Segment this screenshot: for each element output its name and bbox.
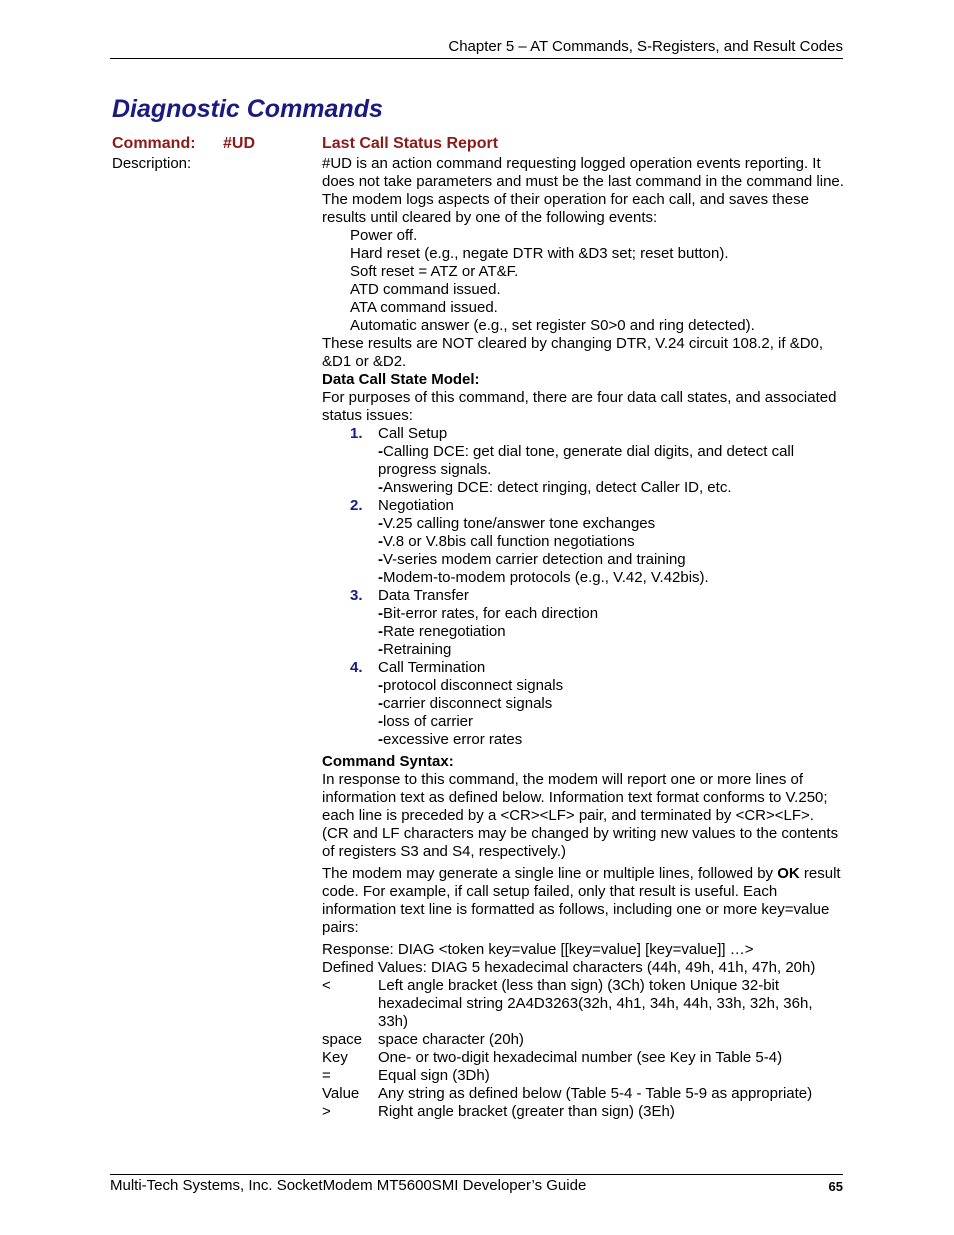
definition-text: Right angle bracket (greater than sign) (3Eh): [378, 1103, 675, 1120]
state-name: Call Termination: [378, 659, 486, 676]
state-item: [322, 659, 844, 677]
state-subitem: -Modem-to-modem protocols (e.g., V.42, V.42bis).: [378, 569, 709, 586]
event-item: Soft reset = ATZ or AT&F.: [350, 263, 519, 280]
paragraph: In response to this command, the modem will report one or more lines of information text as defined below. Information text format conforms to V.250; each line is preceded by a <CR><LF> pair, and terminated by <CR><LF>. (CR and LF characters may be changed by writing new values to the contents of registers S3 and S4, respectively.): [322, 771, 839, 860]
definition-text: One- or two-digit hexadecimal number (see Key in Table 5-4): [378, 1049, 783, 1066]
description-body: [322, 155, 844, 1121]
state-subitem: -protocol disconnect signals: [378, 677, 564, 694]
state-name: Call Setup: [378, 425, 448, 442]
state-name: Negotiation: [378, 497, 454, 514]
state-subitem: -excessive error rates: [378, 731, 523, 748]
definition-term: Key: [322, 1049, 348, 1066]
state-item: [322, 425, 844, 443]
state-name: Data Transfer: [378, 587, 469, 604]
defined-values: Defined Values: DIAG 5 hexadecimal characters (44h, 49h, 41h, 47h, 20h): [322, 959, 816, 976]
state-subitem: -Retraining: [378, 641, 452, 658]
state-number: 3.: [350, 587, 363, 604]
command-label: Command:: [112, 135, 196, 152]
definition-term: Value: [322, 1085, 360, 1102]
response-format: Response: DIAG <token key=value [[key=value] [key=value]] …>: [322, 941, 754, 958]
state-subitem: -V.8 or V.8bis call function negotiations: [378, 533, 635, 550]
state-subitem: -V.25 calling tone/answer tone exchanges: [378, 515, 656, 532]
command-title: Last Call Status Report: [322, 135, 499, 152]
footer-title: Multi-Tech Systems, Inc. SocketModem MT5600SMI Developer’s Guide: [110, 1177, 587, 1194]
event-item: ATA command issued.: [350, 299, 498, 316]
description-label: Description:: [112, 155, 192, 172]
paragraph: #UD is an action command requesting logged operation events reporting. It does not take parameters and must be the last command in the command line.: [322, 155, 844, 190]
header-divider: [110, 58, 843, 59]
state-subitem: -carrier disconnect signals: [378, 695, 553, 712]
definition-term: space: [322, 1031, 363, 1048]
event-item: ATD command issued.: [350, 281, 501, 298]
command-code: #UD: [223, 135, 256, 152]
page-number: 65: [828, 1179, 843, 1194]
definition-list: [322, 977, 844, 1121]
event-item: Power off.: [350, 227, 418, 244]
syntax-heading: Command Syntax:: [322, 753, 454, 770]
state-item: [322, 587, 844, 605]
definition-text: Equal sign (3Dh): [378, 1067, 490, 1084]
state-subitem: -V-series modem carrier detection and training: [378, 551, 686, 568]
state-number: 4.: [350, 659, 363, 676]
state-subitem: -Rate renegotiation: [378, 623, 506, 640]
state-subitem: -loss of carrier: [378, 713, 474, 730]
definition-term: <: [322, 977, 331, 994]
definition-term: =: [322, 1067, 331, 1084]
paragraph: These results are NOT cleared by changing DTR, V.24 circuit 108.2, if &D0, &D1 or &D2.: [322, 335, 824, 370]
section-title: Diagnostic Commands: [112, 95, 383, 123]
state-item: [322, 497, 844, 515]
state-subitem: -Calling DCE: get dial tone, generate dial digits, and detect call progress signals.: [378, 443, 795, 478]
page-header: Chapter 5 – AT Commands, S-Registers, and Result Codes: [448, 38, 843, 55]
definition-term: >: [322, 1103, 331, 1120]
event-item: Automatic answer (e.g., set register S0>0 and ring detected).: [350, 317, 755, 334]
state-subitem: -Bit-error rates, for each direction: [378, 605, 599, 622]
definition-text: Any string as defined below (Table 5-4 - Table 5-9 as appropriate): [378, 1085, 813, 1102]
state-model-heading: Data Call State Model:: [322, 371, 480, 388]
paragraph: The modem logs aspects of their operation for each call, and saves these results until cleared by one of the following events:: [322, 191, 809, 226]
definition-text: space character (20h): [378, 1031, 524, 1048]
state-subitem: -Answering DCE: detect ringing, detect Caller ID, etc.: [378, 479, 732, 496]
event-item: Hard reset (e.g., negate DTR with &D3 set; reset button).: [350, 245, 729, 262]
state-number: 2.: [350, 497, 363, 514]
paragraph: The modem may generate a single line or multiple lines, followed by OK result code. For example, if call setup failed, only that result is useful. Each information text line is formatted as follows, including one or more key=value pairs:: [322, 865, 841, 936]
footer-divider: [110, 1174, 843, 1175]
state-number: 1.: [350, 425, 363, 442]
paragraph: For purposes of this command, there are four data call states, and associated status issues:: [322, 389, 837, 424]
definition-text: Left angle bracket (less than sign) (3Ch) token Unique 32-bit hexadecimal string 2A4D3263(32h, 4h1, 34h, 44h, 33h, 32h, 36h, 33h): [378, 977, 813, 1030]
